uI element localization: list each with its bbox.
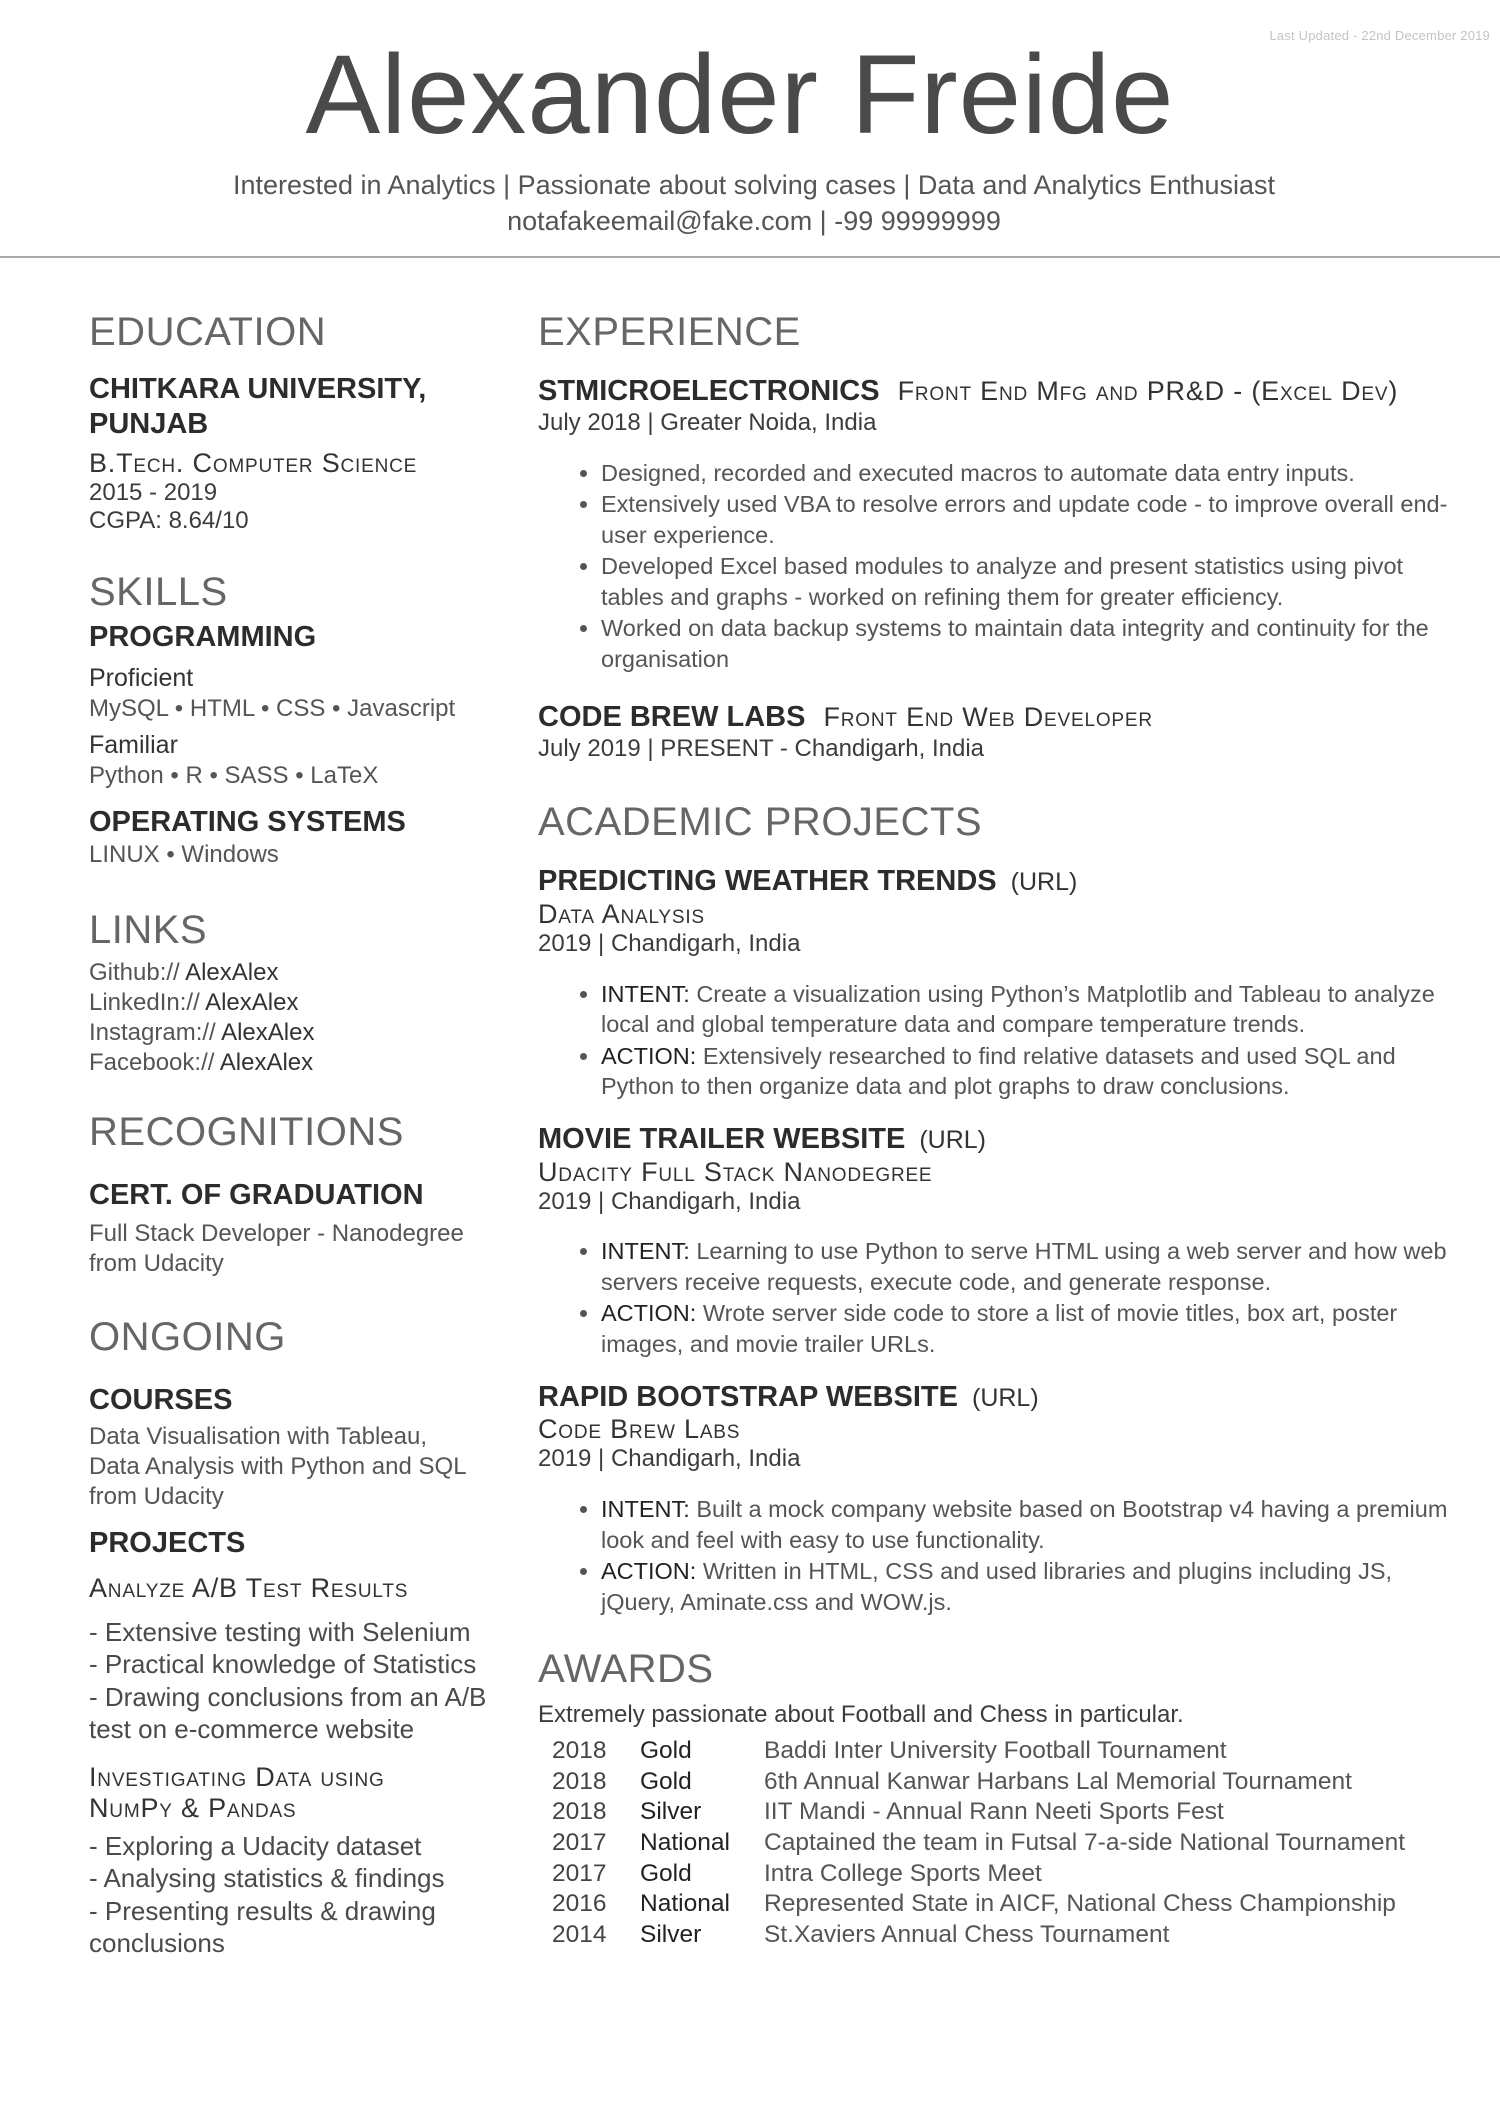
ongoing-title: ONGOING <box>89 1315 286 1360</box>
familiar-skills: Python • R • SASS • LaTeX <box>89 762 379 790</box>
ongoing-project-points <box>89 1830 509 1960</box>
table-row <box>552 1920 1405 1951</box>
award-event: IIT Mandi - Annual Rann Neeti Sports Fest <box>764 1798 1224 1826</box>
ongoing-section <box>89 1315 509 1960</box>
project-subtitle: Udacity Full Stack Nanodegree <box>538 1156 933 1187</box>
familiar-label: Familiar <box>89 731 178 760</box>
cert-line: from Udacity <box>89 1250 224 1278</box>
cgpa: CGPA: 8.64/10 <box>89 507 249 535</box>
ongoing-project-points <box>89 1616 509 1746</box>
link-github[interactable] <box>89 958 509 988</box>
school-name-line1: CHITKARA UNIVERSITY, <box>89 373 427 405</box>
award-event: Represented State in AICF, National Chess Championship <box>764 1890 1396 1918</box>
school-name-line2: PUNJAB <box>89 407 209 440</box>
project-entry <box>538 864 1458 1102</box>
project-bullets <box>538 1236 1458 1359</box>
candidate-name: Alexander Freide <box>305 32 1175 157</box>
job-header <box>538 374 1458 409</box>
list-item: - Extensive testing with Selenium <box>89 1616 471 1647</box>
link-facebook[interactable] <box>89 1048 509 1078</box>
project-meta: 2019 | Chandigarh, India <box>538 1445 801 1473</box>
project-header <box>538 864 1458 899</box>
os-skills: LINUX • Windows <box>89 841 279 869</box>
link-prefix: Github:// <box>89 959 180 987</box>
list-item: conclusions <box>89 1928 225 1959</box>
list-item: • Extensively used VBA to resolve errors and update code - to improve overall end-user experience. <box>601 489 1458 550</box>
course-line: Data Analysis with Python and SQL <box>89 1452 467 1480</box>
award-event: 6th Annual Kanwar Harbans Lal Memorial Tournament <box>764 1767 1352 1795</box>
awards-intro: Extremely passionate about Football and Chess in particular. <box>538 1701 1184 1729</box>
academic-projects-section <box>538 800 1458 1617</box>
degree: B.Tech. Computer Science <box>89 447 418 478</box>
award-level: Gold <box>640 1767 692 1795</box>
award-year: 2017 <box>552 1829 607 1857</box>
list-item: - Presenting results & drawing <box>89 1895 436 1926</box>
recognitions-title: RECOGNITIONS <box>89 1110 404 1155</box>
link-prefix: LinkedIn:// <box>89 989 200 1017</box>
education-title: EDUCATION <box>89 310 327 354</box>
award-level: National <box>640 1890 730 1918</box>
project-bullets <box>538 979 1458 1102</box>
last-updated: Last Updated - 22nd December 2019 <box>1269 28 1490 43</box>
link-instagram[interactable] <box>89 1018 509 1048</box>
link-handle[interactable]: AlexAlex <box>185 959 279 987</box>
project-url-link[interactable]: (URL) <box>919 1125 987 1154</box>
award-event: St.Xaviers Annual Chess Tournament <box>764 1920 1170 1948</box>
proficient-label: Proficient <box>89 663 194 692</box>
project-name: MOVIE TRAILER WEBSITE <box>538 1122 906 1155</box>
intent-text: Learning to use Python to serve HTML using a web server and how web servers receive requests, execute code, and generate response. <box>601 1238 1447 1295</box>
action-label: ACTION: <box>601 1042 697 1069</box>
link-handle[interactable]: AlexAlex <box>219 1049 314 1077</box>
cert-title: CERT. OF GRADUATION <box>89 1179 424 1212</box>
project-url-link[interactable]: (URL) <box>972 1383 1039 1412</box>
link-prefix: Facebook:// <box>89 1049 215 1077</box>
skills-title: SKILLS <box>89 570 228 615</box>
award-year: 2018 <box>552 1737 607 1765</box>
programming-title: PROGRAMMING <box>89 621 317 654</box>
project-entry <box>538 1380 1458 1618</box>
experience-section <box>538 310 1458 764</box>
award-year: 2016 <box>552 1890 607 1918</box>
project-name: RAPID BOOTSTRAP WEBSITE <box>538 1380 958 1413</box>
list-item <box>601 1041 1458 1102</box>
award-level: Silver <box>640 1920 702 1948</box>
project-url-link[interactable]: (URL) <box>1010 868 1078 897</box>
header-divider <box>0 256 1500 258</box>
award-event: Intra College Sports Meet <box>764 1859 1042 1887</box>
list-item: - Analysing statistics & findings <box>89 1863 445 1894</box>
list-item: • Worked on data backup systems to maintain data integrity and continuity for the organisation <box>601 613 1458 674</box>
job-role: Front End Web Developer <box>823 702 1153 733</box>
table-row <box>552 1859 1405 1890</box>
ongoing-project-title: Investigating Data using <box>89 1761 385 1792</box>
list-item <box>601 1556 1458 1617</box>
link-prefix: Instagram:// <box>89 1019 216 1047</box>
action-label: ACTION: <box>601 1558 697 1585</box>
ongoing-project-title: Analyze A/B Test Results <box>89 1572 409 1603</box>
job-header <box>538 700 1458 735</box>
award-level: Gold <box>640 1737 692 1765</box>
list-item: - Exploring a Udacity dataset <box>89 1830 422 1861</box>
tagline: Interested in Analytics | Passionate about solving cases | Data and Analytics Enthusiast <box>232 170 1276 200</box>
project-header <box>538 1122 1458 1157</box>
project-meta: 2019 | Chandigarh, India <box>538 1187 801 1215</box>
award-event: Baddi Inter University Football Tournament <box>764 1737 1227 1765</box>
award-event: Captained the team in Futsal 7-a-side National Tournament <box>764 1829 1405 1857</box>
award-level: National <box>640 1829 730 1857</box>
table-row <box>552 1736 1405 1767</box>
list-item <box>601 1236 1458 1297</box>
company-name: CODE BREW LABS <box>538 701 806 734</box>
project-bullets <box>538 1494 1458 1617</box>
list-item: - Practical knowledge of Statistics <box>89 1649 477 1680</box>
awards-section <box>538 1647 1458 1950</box>
project-meta: 2019 | Chandigarh, India <box>538 929 801 957</box>
course-line: Data Visualisation with Tableau, <box>89 1422 427 1450</box>
job-role: Front End Mfg and PR&D - (Excel Dev) <box>897 376 1399 406</box>
projects-title: PROJECTS <box>89 1526 246 1559</box>
education-years: 2015 - 2019 <box>89 478 218 506</box>
project-name: PREDICTING WEATHER TRENDS <box>538 865 997 898</box>
proficient-skills: MySQL • HTML • CSS • Javascript <box>89 695 456 723</box>
project-subtitle: Code Brew Labs <box>538 1414 741 1445</box>
cert-line: Full Stack Developer - Nanodegree <box>89 1220 464 1248</box>
link-handle[interactable]: AlexAlex <box>221 1019 315 1047</box>
experience-title: EXPERIENCE <box>538 310 801 354</box>
ongoing-project-title: NumPy & Pandas <box>89 1792 297 1823</box>
action-label: ACTION: <box>601 1300 697 1327</box>
action-text: Extensively researched to find relative datasets and used SQL and Python to then organize data and plot graphs to draw conclusions. <box>601 1042 1396 1100</box>
intent-text: Built a mock company website based on Bootstrap v4 having a premium look and feel with easy to use functionality. <box>601 1496 1448 1553</box>
intent-text: Create a visualization using Python’s Matplotlib and Tableau to analyze local and global temperature data and compare temperature trends. <box>601 980 1435 1038</box>
recognitions-section <box>89 1110 509 1279</box>
project-subtitle: Data Analysis <box>538 898 705 929</box>
award-year: 2018 <box>552 1798 607 1826</box>
job-bullets <box>538 458 1458 675</box>
project-header <box>538 1380 1458 1415</box>
award-year: 2014 <box>552 1920 607 1948</box>
job-meta: July 2019 | PRESENT - Chandigarh, India <box>538 735 985 763</box>
award-level: Gold <box>640 1859 692 1887</box>
action-text: Written in HTML, CSS and used libraries and plugins including JS, jQuery, Aminate.css and WOW.js. <box>601 1558 1393 1615</box>
list-item: • Designed, recorded and executed macros to automate data entry inputs. <box>601 458 1458 489</box>
list-item <box>601 1494 1458 1555</box>
project-entry <box>538 1122 1458 1360</box>
table-row <box>552 1828 1405 1859</box>
award-level: Silver <box>640 1798 702 1826</box>
action-text: Wrote server side code to store a list of movie titles, box art, poster images, and movie trailer URLs. <box>601 1300 1398 1358</box>
intent-label: INTENT: <box>601 1496 690 1523</box>
courses-title: COURSES <box>89 1384 233 1417</box>
education-section <box>89 310 509 536</box>
award-year: 2018 <box>552 1767 607 1795</box>
contact-info: notafakeemail@fake.com | -99 99999999 <box>507 206 1001 236</box>
left-column <box>89 310 509 1960</box>
job-meta: July 2018 | Greater Noida, India <box>538 408 877 436</box>
os-title: OPERATING SYSTEMS <box>89 806 406 839</box>
company-name: STMICROELECTRONICS <box>538 375 880 407</box>
academic-title: ACADEMIC PROJECTS <box>538 800 983 845</box>
list-item: test on e-commerce website <box>89 1714 415 1745</box>
table-row <box>552 1889 1405 1920</box>
link-linkedin[interactable] <box>89 988 509 1018</box>
table-row <box>552 1797 1405 1828</box>
course-line: from Udacity <box>89 1482 224 1510</box>
awards-title: AWARDS <box>538 1647 714 1692</box>
list-item: - Drawing conclusions from an A/B <box>89 1681 487 1712</box>
links-section <box>89 908 509 1078</box>
links-title: LINKS <box>89 908 208 953</box>
awards-table <box>552 1736 1405 1950</box>
award-year: 2017 <box>552 1859 607 1887</box>
intent-label: INTENT: <box>601 1238 690 1265</box>
list-item: • Developed Excel based modules to analyze and present statistics using pivot tables and graphs - worked on refining them for greater efficiency. <box>601 551 1458 612</box>
list-item <box>601 979 1458 1040</box>
skills-section <box>89 570 509 870</box>
right-column <box>538 310 1458 1951</box>
list-item <box>601 1298 1458 1359</box>
job-entry <box>538 374 1458 674</box>
job-entry <box>538 700 1458 764</box>
table-row <box>552 1767 1405 1798</box>
intent-label: INTENT: <box>601 980 690 1007</box>
link-handle[interactable]: AlexAlex <box>205 989 299 1017</box>
